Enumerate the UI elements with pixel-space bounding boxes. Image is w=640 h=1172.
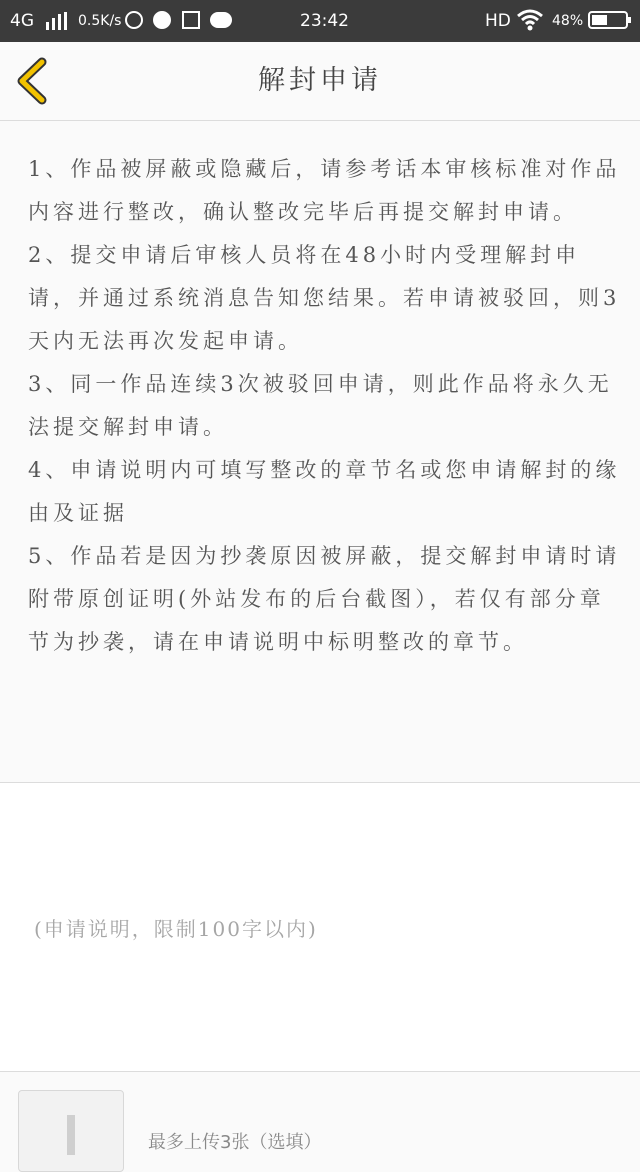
description-input[interactable] <box>0 783 640 1071</box>
rule-item: 3、同一作品连续3次被驳回申请，则此作品将永久无法提交解封申请。 <box>28 372 613 439</box>
hd-indicator: HD <box>485 11 511 31</box>
chat-bubble-icon <box>210 0 232 42</box>
network-speed: 0.5K/s <box>78 13 122 29</box>
upload-label: 最多上传3张（选填） <box>148 1132 322 1153</box>
upload-area <box>0 1072 640 1153</box>
rules-list <box>28 148 628 664</box>
status-bar <box>0 0 640 42</box>
add-image-button[interactable] <box>18 1090 124 1172</box>
signal-icon <box>44 0 68 42</box>
network-type: 4G <box>10 11 34 31</box>
battery-icon <box>588 0 628 42</box>
clock: 23:42 <box>300 11 349 31</box>
description-placeholder: (申请说明，限制100字以内) <box>34 917 318 941</box>
s-app-icon <box>182 0 200 42</box>
play-app-icon <box>153 0 171 42</box>
app-header <box>0 42 640 121</box>
rule-item: 1、作品被屏蔽或隐藏后，请参考话本审核标准对作品内容进行整改，确认整改完毕后再提交解封申请。 <box>28 157 621 224</box>
rule-item: 2、提交申请后审核人员将在48小时内受理解封申请，并通过系统消息告知您结果。若申请被驳回，则3天内无法再次发起申请。 <box>28 243 621 353</box>
plus-icon <box>67 1115 75 1155</box>
rule-item: 5、作品若是因为抄袭原因被屏蔽，提交解封申请时请附带原创证明(外站发布的后台截图），若仅有部分章节为抄袭，请在申请说明中标明整改的章节。 <box>28 544 621 654</box>
rule-item: 4、申请说明内可填写整改的章节名或您申请解封的缘由及证据 <box>28 458 621 525</box>
battery-percent: 48% <box>552 13 584 29</box>
wifi-icon <box>516 0 544 42</box>
page-title: 解封申请 <box>258 65 382 96</box>
circle-app-icon <box>125 0 143 42</box>
